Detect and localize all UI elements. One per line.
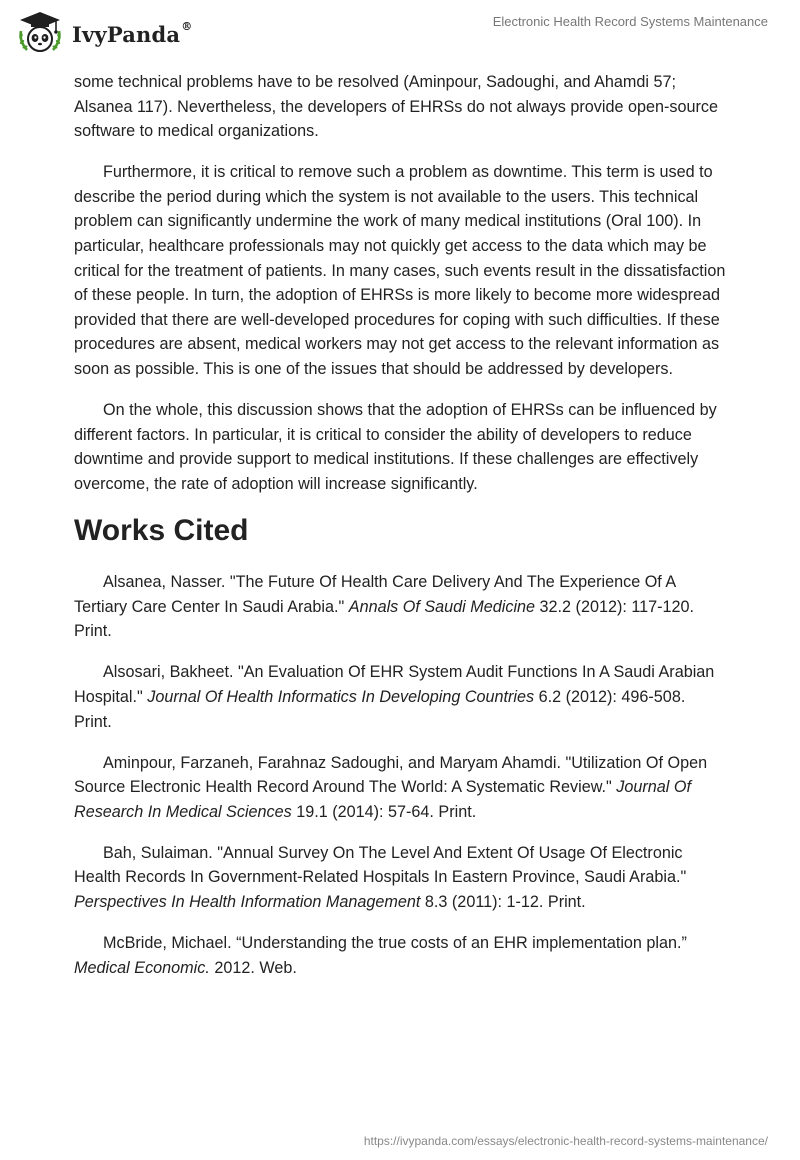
- reference-entry: [74, 841, 726, 915]
- reference-journal: Medical Economic.: [74, 958, 210, 977]
- reference-journal: Annals Of Saudi Medicine: [348, 597, 536, 616]
- panda-graduate-icon: [16, 9, 64, 57]
- reference-journal: Perspectives In Health Information Management: [74, 892, 421, 911]
- page-header: [0, 0, 800, 70]
- reference-entry: [74, 931, 726, 980]
- works-cited-heading: Works Cited: [74, 514, 249, 548]
- essay-content: [74, 70, 726, 997]
- document-title: Electronic Health Record Systems Maintenance: [492, 14, 768, 29]
- reference-citation: Aminpour, Farzaneh, Farahnaz Sadoughi, and Maryam Ahamdi. "Utilization Of Open Source Electronic Health Record Around The World: A Systematic Review.": [74, 753, 708, 797]
- brand-name: IvyPanda®: [72, 19, 193, 47]
- reference-journal: Journal Of Research In Medical Sciences: [74, 778, 691, 821]
- registered-mark: ®: [181, 19, 193, 33]
- reference-details: 32.2 (2012): 117-120. Print.: [74, 597, 695, 641]
- reference-details: 8.3 (2011): 1-12. Print.: [420, 892, 586, 911]
- source-url[interactable]: https://ivypanda.com/essays/electronic-health-record-systems-maintenance/: [363, 1134, 768, 1148]
- reference-entry: [74, 660, 726, 734]
- reference-details: 2012. Web.: [209, 958, 297, 977]
- reference-details: 6.2 (2012): 496-508. Print.: [74, 688, 686, 731]
- body-paragraph: some technical problems have to be resolved (Aminpour, Sadoughi, and Ahamdi 57; Alsanea 117). Nevertheless, the developers of EHRSs do not always provide open-source software to medical organizations.: [74, 73, 718, 141]
- reference-entry: [74, 570, 726, 644]
- reference-citation: McBride, Michael. “Understanding the true costs of an EHR implementation plan.”: [103, 933, 687, 952]
- reference-journal: Journal Of Health Informatics In Developing Countries: [147, 688, 535, 707]
- reference-citation: Bah, Sulaiman. "Annual Survey On The Level And Extent Of Usage Of Electronic Health Records In Government-Related Hospitals In Eastern Province, Saudi Arabia.": [74, 843, 687, 887]
- reference-citation: Alsanea, Nasser. "The Future Of Health Care Delivery And The Experience Of A Tertiary Care Center In Saudi Arabia.": [74, 573, 676, 616]
- reference-details: 19.1 (2014): 57-64. Print.: [291, 802, 477, 821]
- body-paragraph: On the whole, this discussion shows that the adoption of EHRSs can be influenced by different factors. In particular, it is critical to consider the ability of developers to reduce downtime and provide support to medical institutions. If these challenges are effectively overcome, the rate of adoption will increase significantly.: [74, 400, 717, 493]
- reference-entry: [74, 751, 726, 825]
- body-paragraph: Furthermore, it is critical to remove such a problem as downtime. This term is used to describe the period during which the system is not available to the users. This technical problem can significantly undermine the work of many medical institutions (Oral 100). In particular, healthcare professionals may not quickly get access to the data which may be critical for the treatment of patients. In many cases, such events result in the dissatisfaction of these people. In turn, the adoption of EHRSs is more likely to become more widespread provided that there are well-developed procedures for coping with such difficulties. If these procedures are absent, medical workers may not get access to the relevant information as soon as possible. This is one of the issues that should be addressed by developers.: [74, 163, 726, 378]
- brand-logo[interactable]: [16, 8, 192, 58]
- reference-citation: Alsosari, Bakheet. "An Evaluation Of EHR System Audit Functions In A Saudi Arabian Hospital.": [74, 663, 715, 707]
